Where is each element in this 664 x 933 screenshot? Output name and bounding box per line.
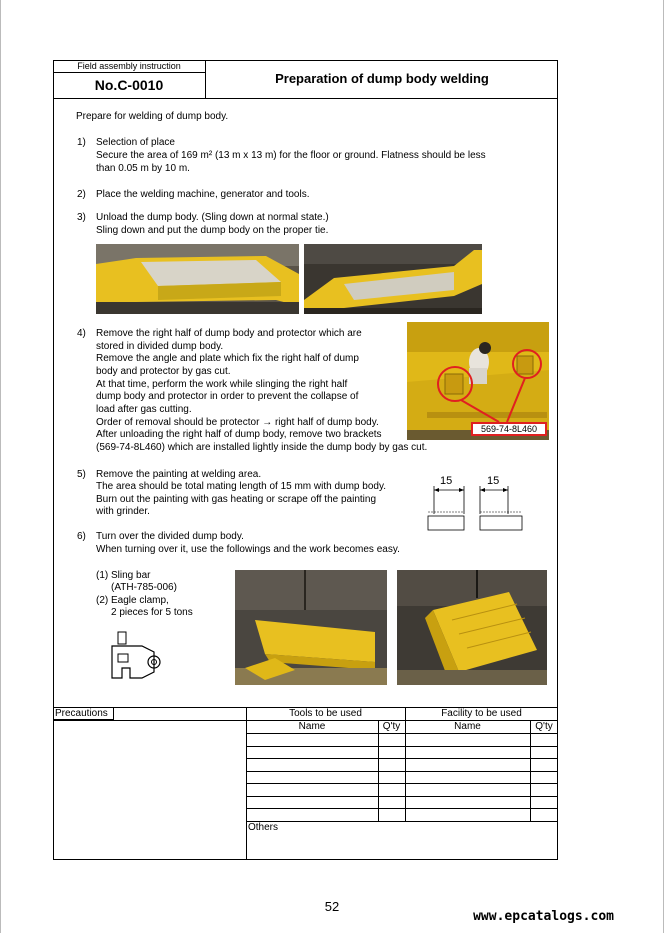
document-frame — [53, 60, 558, 860]
step-line: Selection of place — [96, 137, 175, 148]
tool-item: (1) Sling bar — [96, 570, 151, 581]
doc-number: No.C-0010 — [53, 73, 206, 98]
footer-row-line — [246, 758, 558, 759]
facility-qty-header: Q'ty — [535, 721, 553, 732]
step-line: load after gas cutting. — [96, 404, 192, 415]
doc-type-label: Field assembly instruction — [53, 60, 206, 73]
precautions-label: Precautions — [53, 708, 114, 720]
dimension-label: 15 — [487, 475, 500, 487]
eagle-clamp-drawing — [108, 630, 164, 684]
intro-text: Prepare for welding of dump body. — [76, 111, 229, 122]
step-line: Sling down and put the dump body on the proper tie. — [96, 225, 329, 236]
step-line: Remove the painting at welding area. — [96, 469, 262, 480]
tool-item: (ATH-785-006) — [111, 582, 177, 593]
step-line: Place the welding machine, generator and tools. — [96, 189, 310, 200]
step-line: body and protector by gas cut. — [96, 366, 231, 377]
step-number: 3) — [77, 212, 86, 223]
step-line: Secure the area of 169 m² (13 m x 13 m) for the floor or ground. Flatness should be less — [96, 150, 486, 161]
footer-row-line — [246, 783, 558, 784]
page-number: 52 — [324, 899, 340, 914]
step-line: When turning over it, use the followings and the work becomes easy. — [96, 544, 400, 555]
step-line: (569-74-8L460) which are installed lightly inside the dump body by gas cut. — [96, 442, 428, 453]
photo-turn-over-sling — [235, 570, 387, 685]
watermark-link[interactable]: www.epcatalogs.com — [473, 909, 614, 924]
tools-name-header: Name — [298, 721, 326, 732]
footer-row-line — [246, 746, 558, 747]
part-number-callout: 569-74-8L460 — [471, 422, 547, 436]
step-line: Turn over the divided dump body. — [96, 531, 244, 542]
dimension-label: 15 — [440, 475, 453, 487]
step-line: stored in divided dump body. — [96, 341, 224, 352]
facility-header: Facility to be used — [441, 708, 522, 719]
footer-row-line — [246, 796, 558, 797]
step-number: 6) — [77, 531, 86, 542]
photo-dump-body-on-tie — [304, 244, 482, 314]
photo-bracket-removal — [407, 322, 549, 440]
step-line: with grinder. — [96, 506, 150, 517]
step-line: than 0.05 m by 10 m. — [96, 163, 190, 174]
footer-row-line — [246, 733, 558, 734]
step-line: dump body and protector in order to prevent the collapse of — [96, 391, 359, 402]
tools-header: Tools to be used — [289, 708, 362, 719]
step-line: At that time, perform the work while slinging the right half — [96, 379, 348, 390]
footer-row-line — [246, 821, 558, 822]
step-number: 1) — [77, 137, 86, 148]
doc-title: Preparation of dump body welding — [275, 71, 489, 86]
step-number: 4) — [77, 328, 86, 339]
step-line: Burn out the painting with gas heating or scrape off the painting — [96, 494, 377, 505]
step-line: Order of removal should be protector → right half of dump body. — [96, 417, 379, 428]
header-divider — [53, 98, 558, 99]
step-number: 2) — [77, 189, 86, 200]
others-label: Others — [248, 822, 279, 833]
photo-dump-body-unloaded — [96, 244, 299, 314]
tools-qty-header: Q'ty — [382, 721, 401, 732]
step-line: After unloading the right half of dump body, remove two brackets — [96, 429, 382, 440]
step-line: The area should be total mating length of 15 mm with dump body. — [96, 481, 386, 492]
facility-name-header: Name — [454, 721, 481, 732]
footer-row-line — [246, 771, 558, 772]
tool-item: (2) Eagle clamp, — [96, 595, 169, 606]
photo-turn-over-crane — [397, 570, 547, 685]
step-line: Unload the dump body. (Sling down at normal state.) — [96, 212, 329, 223]
tool-item: 2 pieces for 5 tons — [111, 607, 193, 618]
step-line: Remove the right half of dump body and protector which are — [96, 328, 362, 339]
step-line: Remove the angle and plate which fix the right half of dump — [96, 353, 359, 364]
page-edge-left — [0, 0, 1, 933]
step-number: 5) — [77, 469, 86, 480]
paint-removal-diagram — [420, 474, 530, 534]
footer-row-line — [246, 808, 558, 809]
